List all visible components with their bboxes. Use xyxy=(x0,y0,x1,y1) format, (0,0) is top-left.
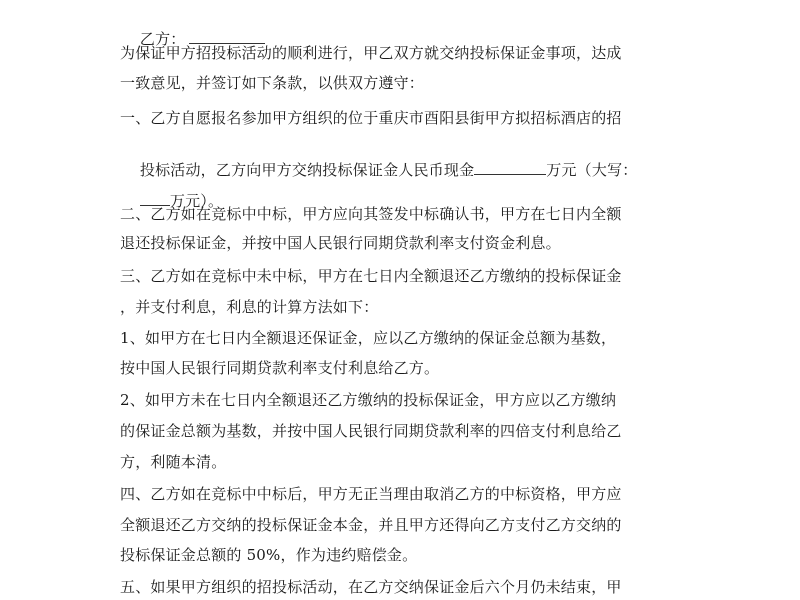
paragraph-intro-line-1: 为保证甲方招投标活动的顺利进行，甲乙双方就交纳投标保证金事项，达成 xyxy=(120,44,622,62)
party-b-blank xyxy=(189,29,265,44)
clause-3-line-1: 三、乙方如在竞标中未中标，甲方在七日内全额退还乙方缴纳的投标保证金 xyxy=(120,267,622,285)
clause-3-item-2-line-2: 的保证金总额为基数，并按中国人民银行同期贷款利率的四倍支付利息给乙 xyxy=(120,422,622,440)
clause-2-line-2: 退还投标保证金，并按中国人民银行同期贷款利率支付资金利息。 xyxy=(120,234,561,252)
clause-4-line-2: 全额退还乙方交纳的投标保证金本金，并且甲方还得向乙方支付乙方交纳的 xyxy=(120,516,622,534)
clause-4-line-3: 投标保证金总额的 50%，作为违约赔偿金。 xyxy=(120,546,418,564)
amount-suffix: 万元（大写： xyxy=(546,161,638,179)
clause-3-item-2-line-1: 2、如甲方未在七日内全额退还乙方缴纳的投标保证金，甲方应以乙方缴纳 xyxy=(120,391,617,409)
clause-3-item-1-line-2: 按中国人民银行同期贷款利率支付利息给乙方。 xyxy=(120,359,440,377)
clause-2-line-1: 二、乙方如在竞标中中标，甲方应向其签发中标确认书，甲方在七日内全额 xyxy=(120,205,622,223)
paragraph-intro-line-2: 一致意见，并签订如下条款，以供双方遵守： xyxy=(120,74,425,92)
clause-3-item-2-line-3: 方，利随本清。 xyxy=(120,453,227,471)
clause-4-line-1: 四、乙方如在竞标中中标后，甲方无正当理由取消乙方的中标资格，甲方应 xyxy=(120,485,622,503)
clause-5-line-1: 五、如果甲方组织的招投标活动，在乙方交纳保证金后六个月仍未结束，甲 xyxy=(120,578,622,596)
clause-1-line-1: 一、乙方自愿报名参加甲方组织的位于重庆市酉阳县街甲方拟招标酒店的招 xyxy=(120,109,622,127)
clause-3-line-2: ，并支付利息，利息的计算方法如下： xyxy=(120,298,379,316)
party-b-label: 乙方： xyxy=(139,30,186,48)
amount-words-suffix: 万元）。 xyxy=(169,192,224,210)
clause-1-text: 投标活动，乙方向甲方交纳投标保证金人民币现金 xyxy=(139,161,475,179)
clause-3-item-1-line-1: 1、如甲方在七日内全额退还保证金，应以乙方缴纳的保证金总额为基数， xyxy=(120,329,617,347)
